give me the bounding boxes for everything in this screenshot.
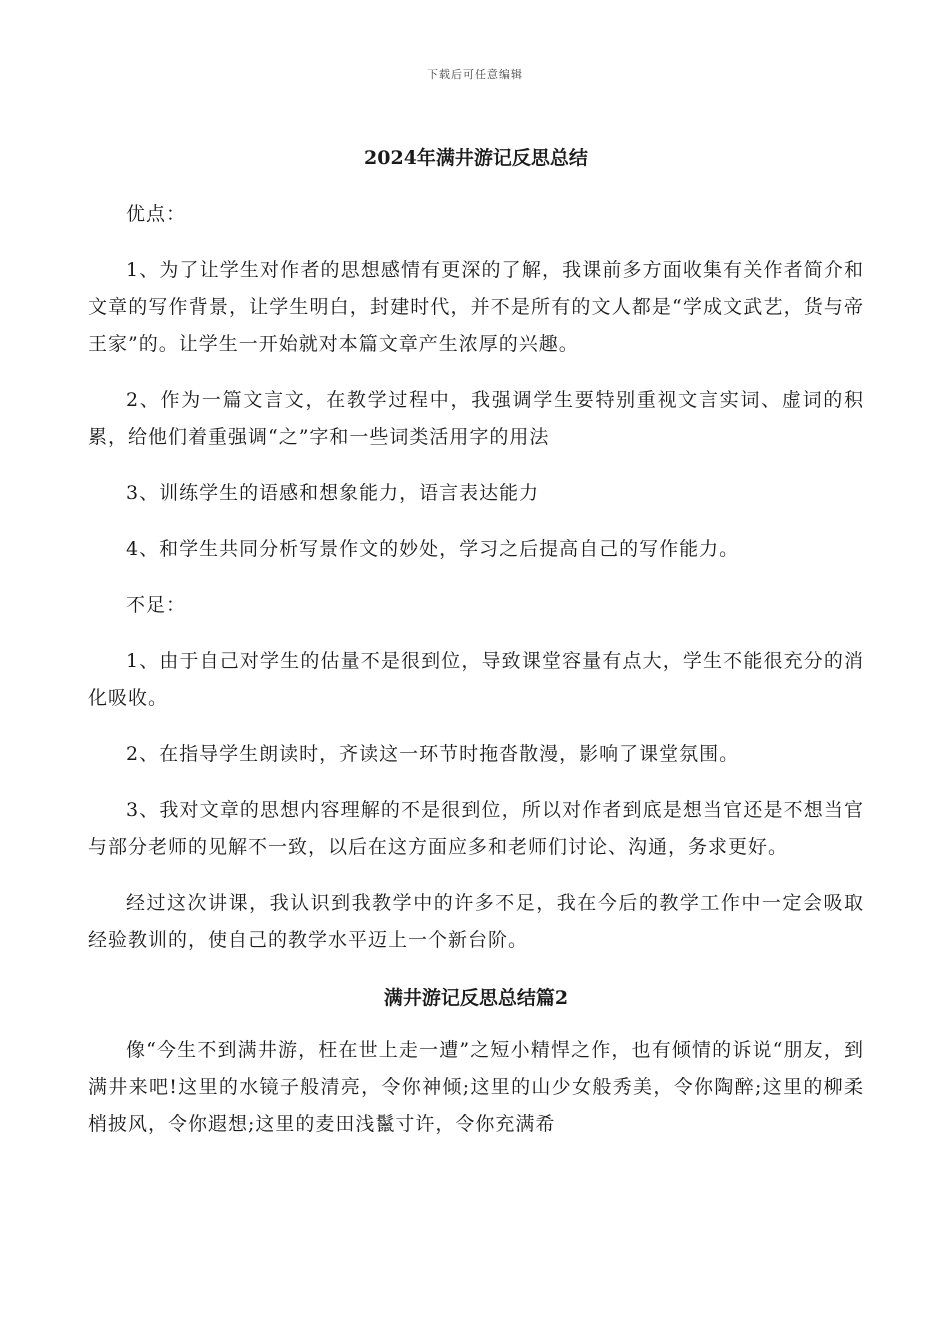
paragraph-weakness-1: 1、由于自己对学生的估量不是很到位，导致课堂容量有点大，学生不能很充分的消化吸收。 [88, 650, 864, 709]
paragraph-strength-1: 1、为了让学生对作者的思想感情有更深的了解，我课前多方面收集有关作者简介和文章的写作背景，让学生明白，封建时代，并不是所有的文人都是“学成文武艺，货与帝王家”的。让学生一开始就对本篇文章产生浓厚的兴趣。 [88, 259, 864, 355]
paragraph-strength-2: 2、作为一篇文言文，在教学过程中，我强调学生要特别重视文言实词、虚词的积累，给他们着重强调“之”字和一些词类活用字的用法 [88, 389, 864, 448]
weaknesses-heading: 不足： [126, 594, 187, 616]
document-title: 2024年满井游记反思总结 [364, 147, 588, 169]
document-body [88, 138, 864, 1162]
paragraph-conclusion: 经过这次讲课，我认识到我教学中的许多不足，我在今后的教学工作中一定会吸取经验教训的，使自己的教学水平迈上一个新台阶。 [88, 892, 864, 951]
paragraph-weakness-2: 2、在指导学生朗读时，齐读这一环节时拖沓散漫，影响了课堂氛围。 [126, 743, 740, 765]
paragraph-weakness-3: 3、我对文章的思想内容理解的不是很到位，所以对作者到底是想当官还是不想当官与部分老师的见解不一致，以后在这方面应多和老师们讨论、沟通，务求更好。 [88, 799, 864, 858]
paragraph-section2-1: 像“今生不到满井游，枉在世上走一遭”之短小精悍之作，也有倾情的诉说“朋友，到满井来吧!这里的水镜子般清亮，令你神倾;这里的山少女般秀美，令你陶醉;这里的柳柔梢披风，令你遐想;这里的麦田浅鬣寸许，令你充满希 [88, 1039, 864, 1135]
paragraph-strength-4: 4、和学生共同分析写景作文的妙处，学习之后提高自己的写作能力。 [126, 538, 740, 560]
section-2-title: 满井游记反思总结篇2 [383, 987, 569, 1009]
header-note: 下载后可任意编辑 [427, 68, 523, 81]
strengths-heading: 优点： [126, 203, 187, 225]
paragraph-strength-3: 3、训练学生的语感和想象能力，语言表达能力 [126, 482, 540, 504]
